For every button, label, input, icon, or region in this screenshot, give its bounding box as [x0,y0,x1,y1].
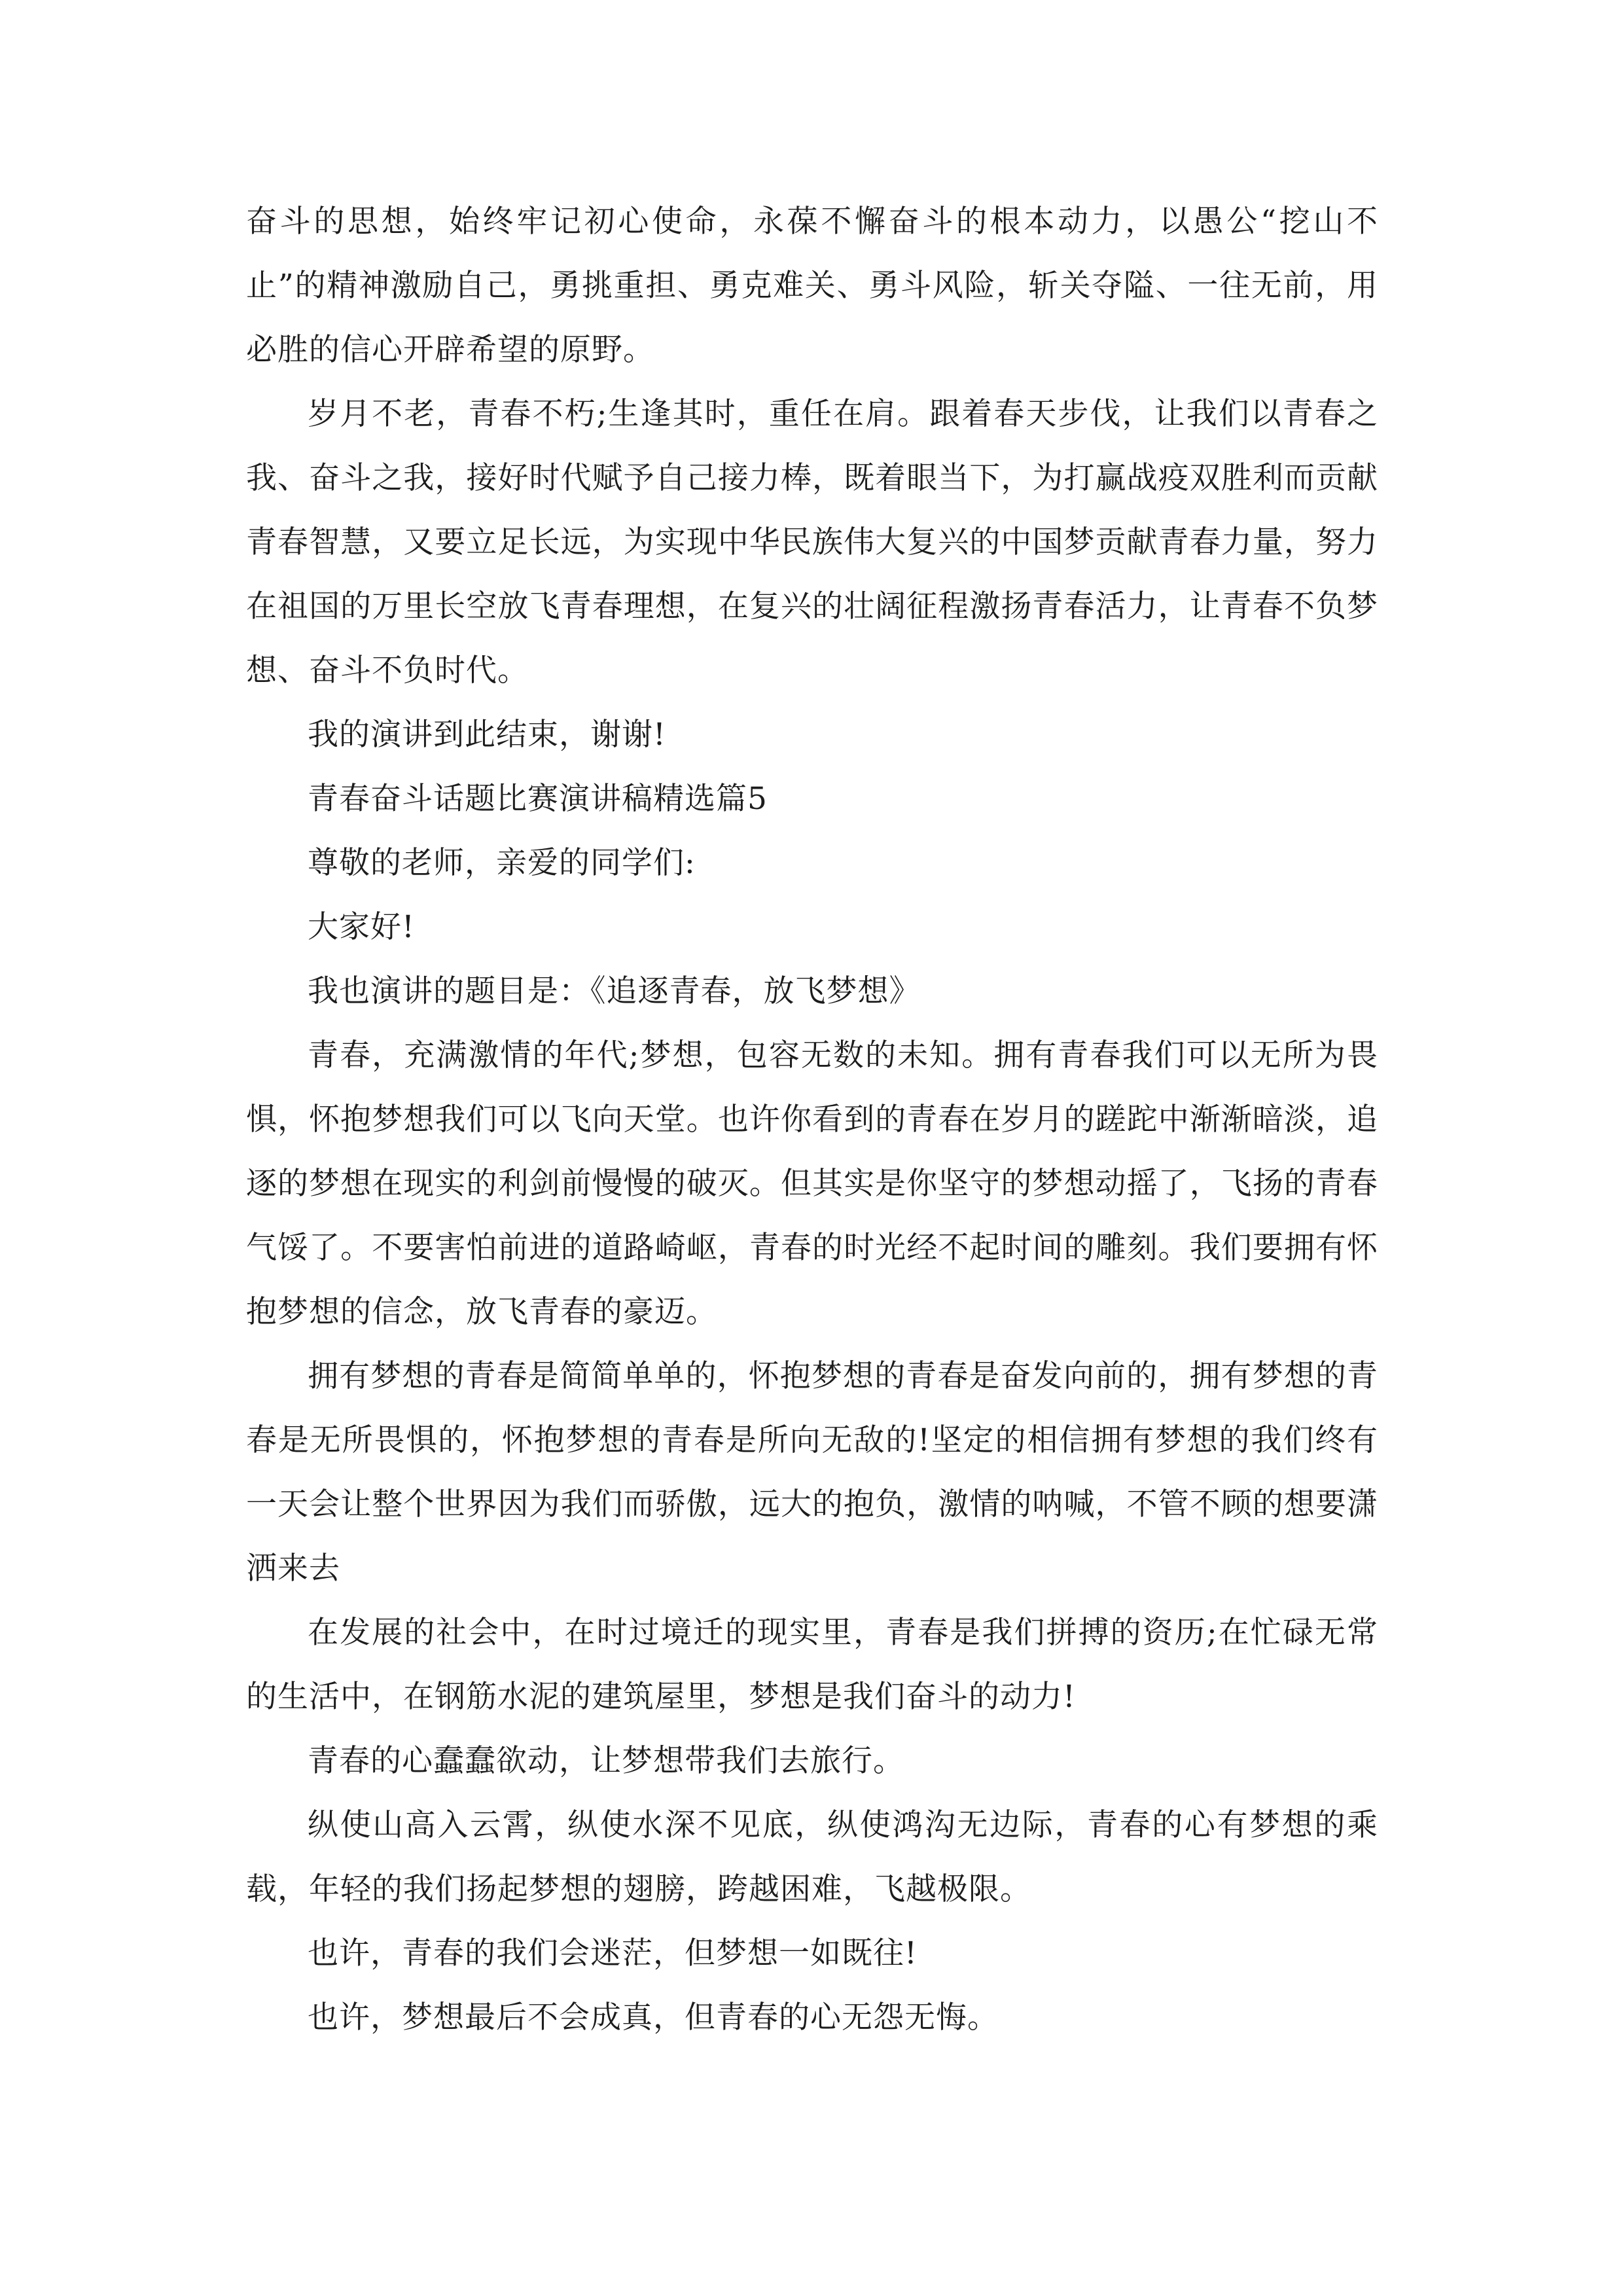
paragraph-maybe-lost: 也许，青春的我们会迷茫，但梦想一如既往! [308,1935,918,1971]
paragraph-closing: 我的演讲到此结束，谢谢! [308,717,666,753]
salutation: 尊敬的老师，亲爱的同学们: [308,845,696,881]
paragraph-no-regret: 也许，梦想最后不会成真，但青春的心无怨无悔。 [308,2000,999,2036]
paragraph-youth-dreams: 青春，充满激情的年代;梦想，包容无数的未知。拥有青春我们可以无所为畏惧，怀抱梦想我们可以飞向天堂。也许你看到的青春在岁月的蹉跎中渐渐暗淡，追逐的梦想在现实的利剑前慢慢的破灭。但其实是你坚守的梦想动摇了，飞扬的青春气馁了。不要害怕前进的道路崎岖，青春的时光经不起时间的雕刻。我们要拥有怀抱梦想的信念，放飞青春的豪迈。 [246,1037,1378,1330]
speech-topic: 我也演讲的题目是：《追逐青春，放飞梦想》 [308,973,921,1009]
section-title: 青春奋斗话题比赛演讲稿精选篇5 [308,781,768,817]
paragraph-travel: 青春的心蠢蠢欲动，让梦想带我们去旅行。 [308,1743,904,1779]
paragraph-youth-mission: 岁月不老，青春不朽;生逢其时，重任在肩。跟着春天步伐，让我们以青春之我、奋斗之我，接好时代赋予自己接力棒，既着眼当下，为打赢战疫双胜利而贡献青春智慧，又要立足长远，为实现中华民族伟大复兴的中国梦贡献青春力量，努力在祖国的万里长空放飞青春理想，在复兴的壮阔征程激扬青春活力，让青春不负梦想、奋斗不负时代。 [246,396,1378,689]
paragraph-society: 在发展的社会中，在时过境迁的现实里，青春是我们拼搏的资历;在忙碌无常的生活中，在钢筋水泥的建筑屋里，梦想是我们奋斗的动力! [246,1615,1378,1715]
document-body [246,190,1378,2050]
paragraph-mountains: 纵使山高入云霄，纵使水深不见底，纵使鸿沟无边际，青春的心有梦想的乘载，年轻的我们扬起梦想的翅膀，跨越困难，飞越极限。 [246,1807,1378,1907]
paragraph-continuation: 奋斗的思想，始终牢记初心使命，永葆不懈奋斗的根本动力，以愚公“挖山不止”的精神激励自己，勇挑重担、勇克难关、勇斗风险，斩关夺隘、一往无前，用必胜的信心开辟希望的原野。 [246,204,1378,368]
paragraph-dream-youth: 拥有梦想的青春是简简单单的，怀抱梦想的青春是奋发向前的，拥有梦想的青春是无所畏惧的，怀抱梦想的青春是所向无敌的!坚定的相信拥有梦想的我们终有一天会让整个世界因为我们而骄傲，远大的抱负，激情的呐喊，不管不顾的想要潇洒来去 [246,1358,1378,1587]
greeting: 大家好! [308,909,415,945]
